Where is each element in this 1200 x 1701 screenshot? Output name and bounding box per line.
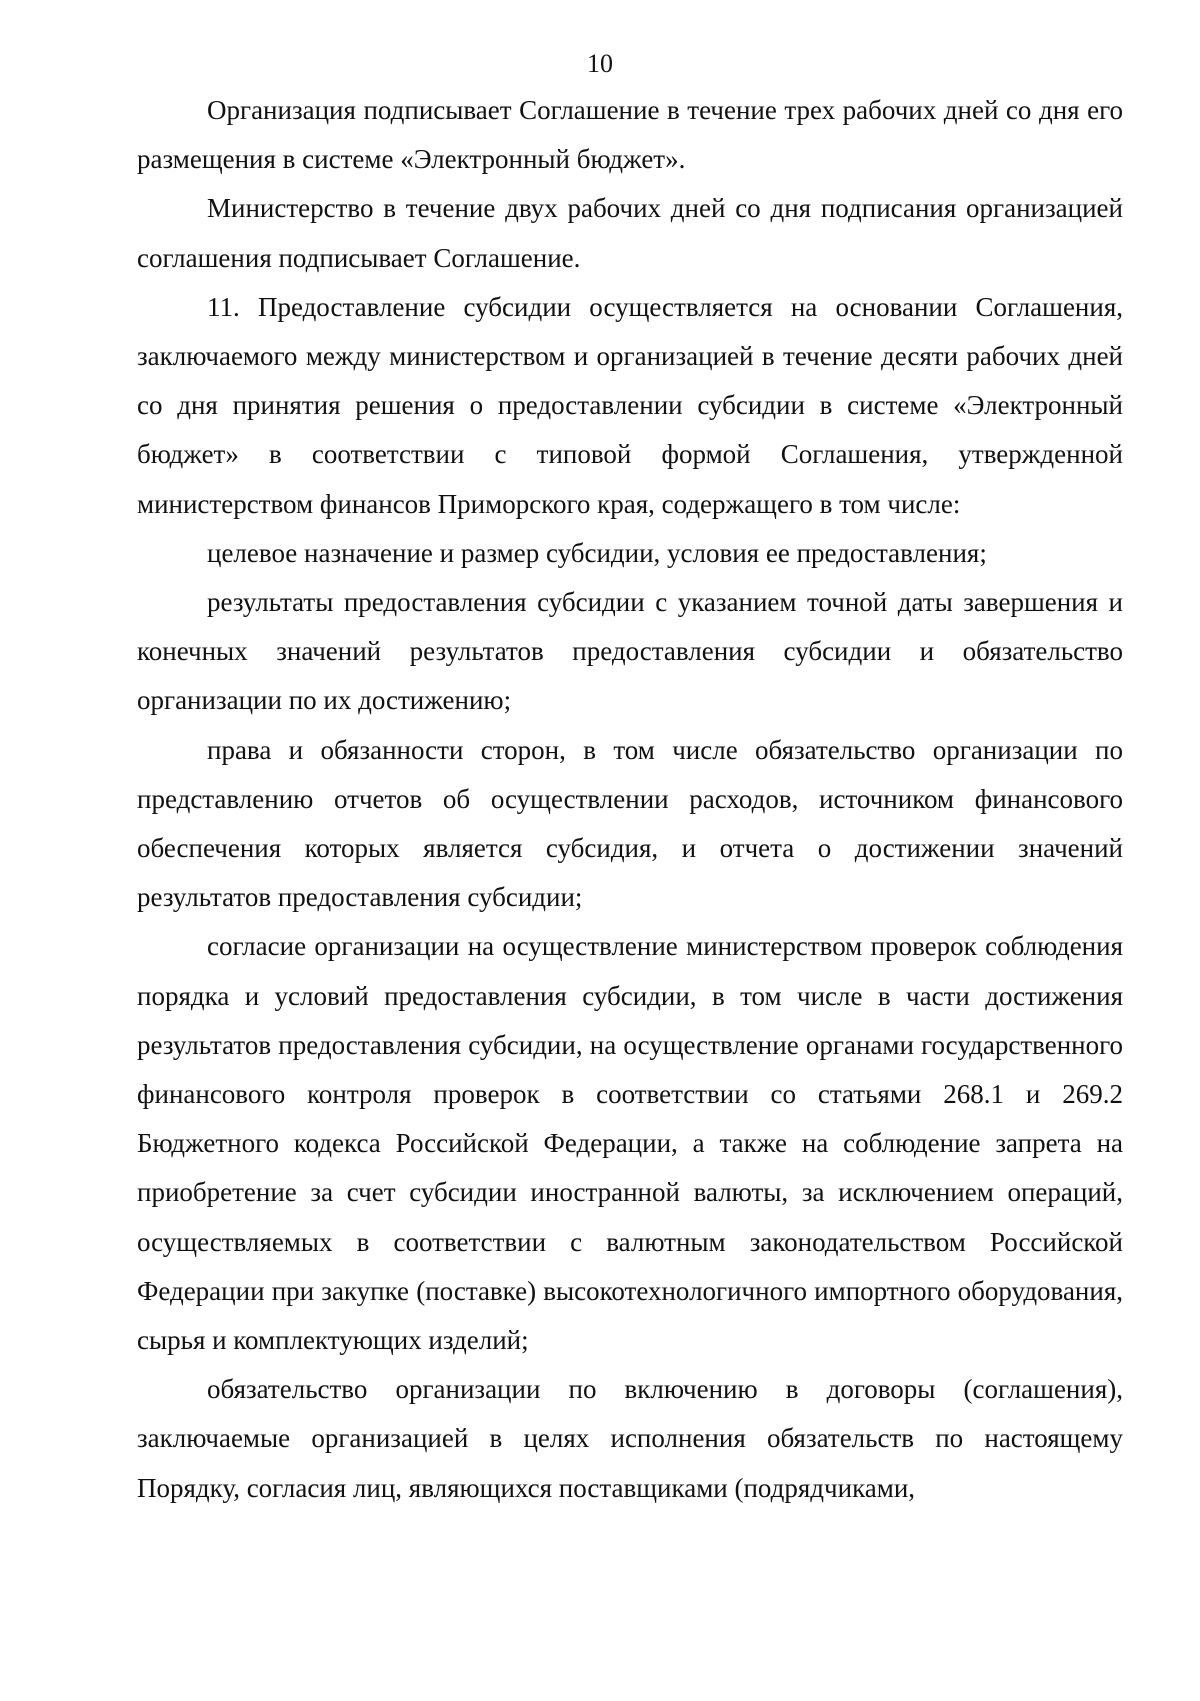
document-body [137,86,1123,1513]
paragraph-rights-and-duties: права и обязанности сторон, в том числе обязательство организации по представлению отчетов об осуществлении расходов, источником финансового обеспечения которых является субсидия, и отчета о достижении значений результатов предоставления субсидии; [137,734,1123,913]
paragraph-signing-organization: Организация подписывает Соглашение в течение трех рабочих дней со дня его размещения в системе «Электронный бюджет». [137,95,1123,175]
page-number: 10 [587,49,613,78]
paragraph-contract-obligation: обязательство организации по включению в договоры (соглашения), заключаемые организацией в целях исполнения обязательств по настоящему Порядку, согласия лиц, являющихся поставщиками (подрядчиками, [137,1374,1123,1503]
paragraph-purpose-and-amount: целевое назначение и размер субсидии, условия ее предоставления; [207,537,987,568]
paragraph-item-11: 11. Предоставление субсидии осуществляется на основании Соглашения, заключаемого между министерством и организацией в течение десяти рабочих дней со дня принятия решения о предоставлении субсидии в системе «Электронный бюджет» в соответствии с типовой формой Соглашения, утвержденной министерством финансов Приморского края, содержащего в том числе: [137,291,1123,519]
paragraph-signing-ministry: Министерство в течение двух рабочих дней со дня подписания организацией соглашения подписывает Соглашение. [137,193,1123,273]
paragraph-consent-to-inspections: согласие организации на осуществление министерством проверок соблюдения порядка и условий предоставления субсидии, в том числе в части достижения результатов предоставления субсидии, на осуществление органами государственного финансового контроля проверок в соответствии со статьями 268.1 и 269.2 Бюджетного кодекса Российской Федерации, а также на соблюдение запрета на приобретение за счет субсидии иностранной валюты, за исключением операций, осуществляемых в соответствии с валютным законодательством Российской Федерации при закупке (поставке) высокотехнологичного импортного оборудования, сырья и комплектующих изделий; [137,931,1123,1356]
paragraph-results: результаты предоставления субсидии с указанием точной даты завершения и конечных значений результатов предоставления субсидии и обязательство организации по их достижению; [137,587,1123,716]
